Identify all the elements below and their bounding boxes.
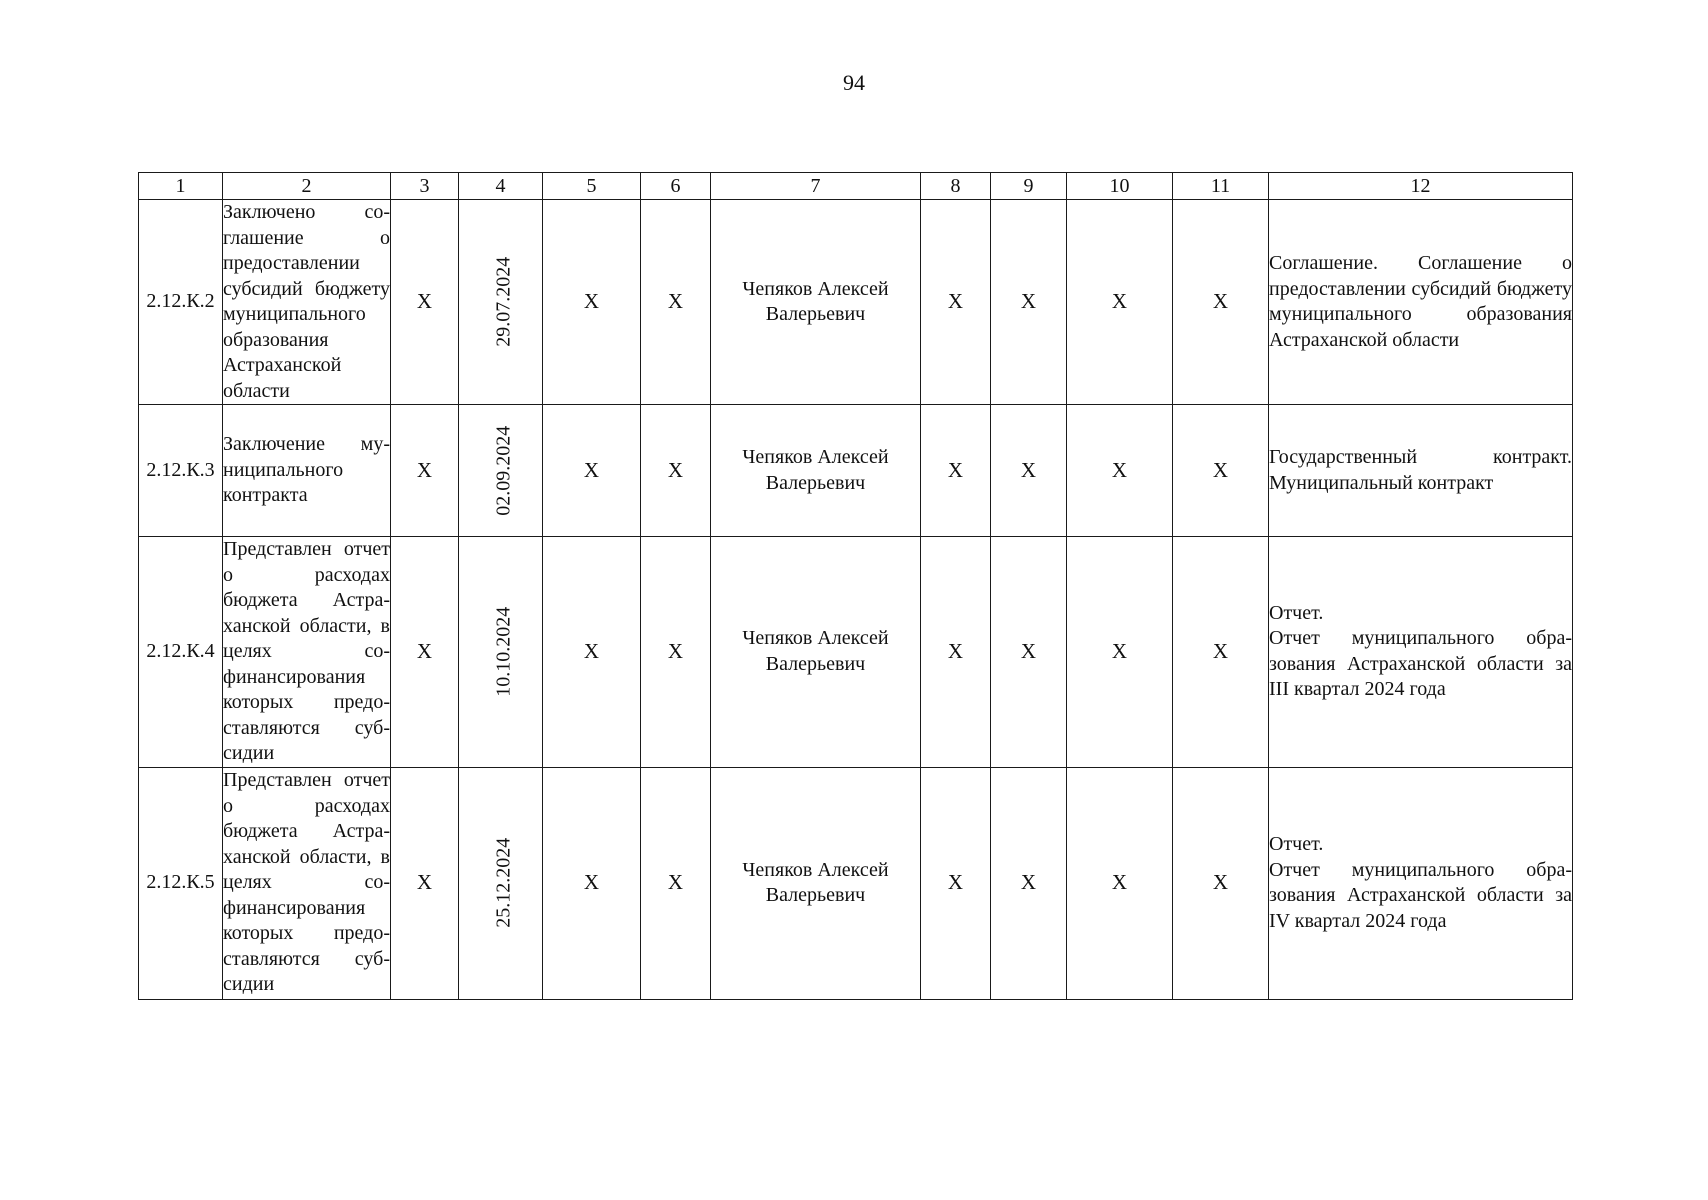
header-row bbox=[139, 173, 1573, 200]
date-cell bbox=[459, 200, 543, 405]
deadline-date: 29.07.2024 bbox=[492, 257, 515, 347]
cell-mark: X bbox=[921, 200, 991, 405]
cell-mark: X bbox=[543, 200, 641, 405]
control-point-code: 2.12.К.4 bbox=[139, 537, 223, 768]
column-header: 4 bbox=[459, 173, 543, 200]
event-description: Заключено соглашение о предоставлении субсидий бюджету муниципального образования Астраханской области bbox=[223, 200, 391, 405]
cell-mark: X bbox=[543, 537, 641, 768]
result-line: Отчет. bbox=[1269, 601, 1324, 624]
cell-mark: X bbox=[1173, 767, 1269, 999]
table-row bbox=[139, 767, 1573, 999]
result-document bbox=[1269, 200, 1573, 405]
table-row bbox=[139, 200, 1573, 405]
cell-mark: X bbox=[641, 200, 711, 405]
cell-mark: X bbox=[1067, 767, 1173, 999]
event-description: Представлен отчет о расходах бюджета Астраханской области, в целях софинансирования которых предоставляются субсидии bbox=[223, 537, 391, 768]
event-description: Представлен отчет о расходах бюджета Астраханской области, в целях софинансирования которых предоставляются субсидии bbox=[223, 767, 391, 999]
cell-mark: X bbox=[991, 200, 1067, 405]
cell-mark: X bbox=[1067, 537, 1173, 768]
column-header: 11 bbox=[1173, 173, 1269, 200]
cell-mark: X bbox=[991, 767, 1067, 999]
date-cell bbox=[459, 767, 543, 999]
result-document bbox=[1269, 405, 1573, 537]
result-line: Отчет муниципального образования Астраханской области за IV квартал 2024 года bbox=[1269, 858, 1572, 932]
cell-mark: X bbox=[921, 537, 991, 768]
event-description: Заключение муниципального контракта bbox=[223, 405, 391, 537]
cell-mark: X bbox=[391, 767, 459, 999]
column-header: 2 bbox=[223, 173, 391, 200]
deadline-date: 02.09.2024 bbox=[492, 425, 515, 516]
date-cell bbox=[459, 537, 543, 768]
cell-mark: X bbox=[1067, 405, 1173, 537]
cell-mark: X bbox=[1067, 200, 1173, 405]
column-header: 10 bbox=[1067, 173, 1173, 200]
deadline-date: 25.12.2024 bbox=[492, 838, 515, 928]
control-points-table bbox=[138, 172, 1573, 1000]
cell-mark: X bbox=[641, 767, 711, 999]
cell-mark: X bbox=[921, 767, 991, 999]
table-row bbox=[139, 537, 1573, 768]
cell-mark: X bbox=[1173, 405, 1269, 537]
responsible-person: Чепяков Алексей Валерьевич bbox=[711, 405, 921, 537]
column-header: 3 bbox=[391, 173, 459, 200]
result-line: Отчет. bbox=[1269, 833, 1324, 855]
cell-mark: X bbox=[641, 537, 711, 768]
cell-mark: X bbox=[1173, 200, 1269, 405]
column-header: 1 bbox=[139, 173, 223, 200]
result-line: Отчет муниципального образования Астраханской области за III квартал 2024 года bbox=[1269, 627, 1572, 701]
result-line: Государственный контракт. Муниципальный контракт bbox=[1269, 446, 1572, 494]
cell-mark: X bbox=[991, 537, 1067, 768]
table-row bbox=[139, 405, 1573, 537]
date-cell bbox=[459, 405, 543, 537]
cell-mark: X bbox=[391, 200, 459, 405]
responsible-person: Чепяков Алексей Валерьевич bbox=[711, 200, 921, 405]
column-header: 7 bbox=[711, 173, 921, 200]
column-header: 12 bbox=[1269, 173, 1573, 200]
cell-mark: X bbox=[991, 405, 1067, 537]
cell-mark: X bbox=[391, 537, 459, 768]
cell-mark: X bbox=[921, 405, 991, 537]
cell-mark: X bbox=[543, 405, 641, 537]
column-header: 9 bbox=[991, 173, 1067, 200]
cell-mark: X bbox=[1173, 537, 1269, 768]
cell-mark: X bbox=[543, 767, 641, 999]
column-header: 6 bbox=[641, 173, 711, 200]
control-point-code: 2.12.К.5 bbox=[139, 767, 223, 999]
responsible-person: Чепяков Алексей Валерьевич bbox=[711, 767, 921, 999]
control-point-code: 2.12.К.3 bbox=[139, 405, 223, 537]
control-point-code: 2.12.К.2 bbox=[139, 200, 223, 405]
result-document bbox=[1269, 767, 1573, 999]
deadline-date: 10.10.2024 bbox=[492, 606, 515, 697]
result-document bbox=[1269, 537, 1573, 768]
cell-mark: X bbox=[641, 405, 711, 537]
result-line: Соглашение. Соглашение о предоставлении субсидий бюджету муниципального образования Астраханской области bbox=[1269, 252, 1572, 351]
responsible-person: Чепяков Алексей Валерьевич bbox=[711, 537, 921, 768]
column-header: 5 bbox=[543, 173, 641, 200]
cell-mark: X bbox=[391, 405, 459, 537]
column-header: 8 bbox=[921, 173, 991, 200]
page-number: 94 bbox=[843, 70, 865, 95]
